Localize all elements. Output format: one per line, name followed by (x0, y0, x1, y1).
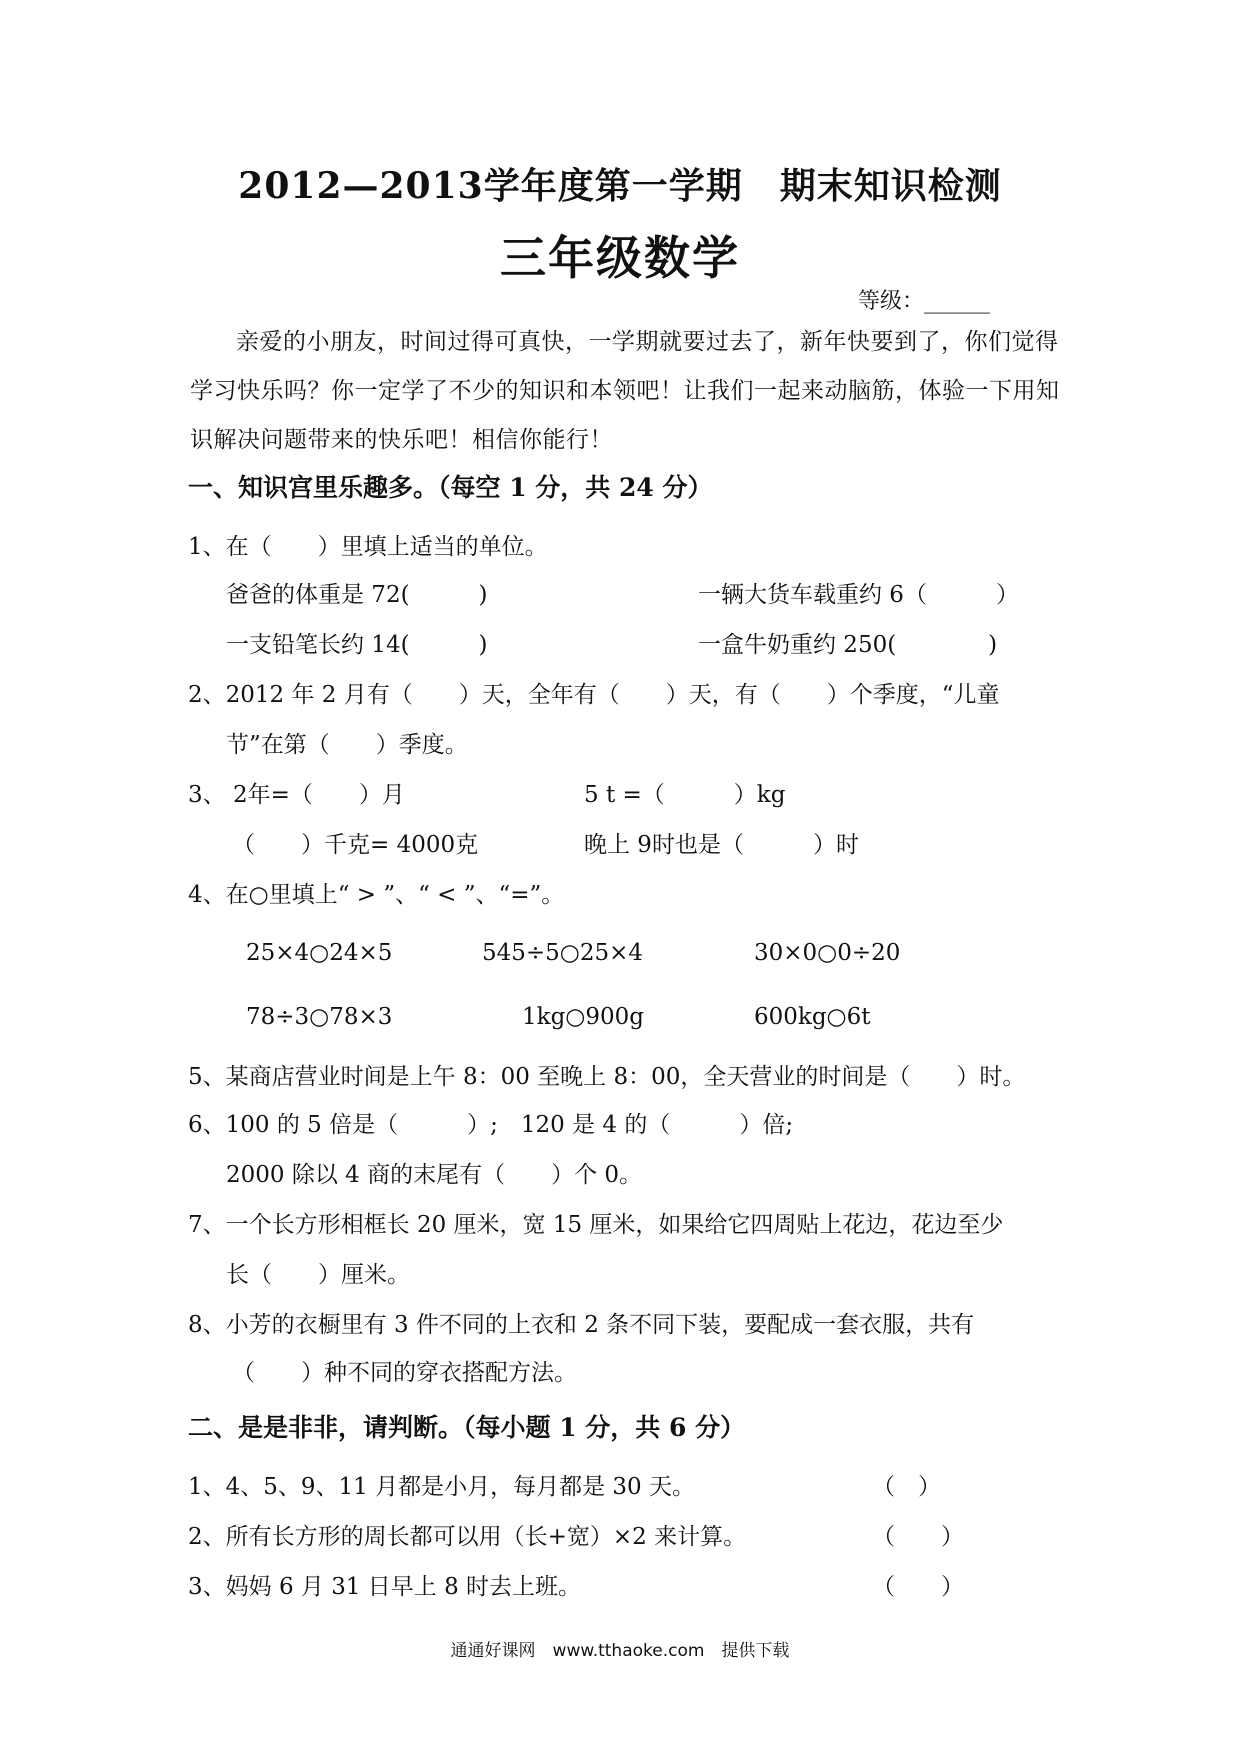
q3-item-c: （ ）千克= 4000克 (232, 832, 479, 858)
grade-field: 等级：______ (858, 289, 991, 314)
q4-item: 545÷5○25×4 (482, 940, 644, 966)
q1-item-c: 一支铅笔长约 14( ) (226, 632, 488, 658)
page-footer: 通通好课网 www.tthaoke.com 提供下载 (450, 1641, 790, 1661)
judge-item-text: 3、妈妈 6 月 31 日早上 8 时去上班。 (188, 1574, 582, 1600)
q5-text: 5、某商店营业时间是上午 8：00 至晚上 8：00，全天营业的时间是（ ）时。 (188, 1064, 1026, 1090)
judge-item-blank: （ ） (872, 1474, 941, 1500)
q6-line1: 6、100 的 5 倍是（ ）; 120 是 4 的（ ）倍; (188, 1112, 794, 1138)
q6-line2: 2000 除以 4 商的末尾有（ ）个 0。 (226, 1162, 643, 1188)
q7-line2: 长（ ）厘米。 (226, 1262, 410, 1288)
q1-item-b: 一辆大货车载重约 6（ ） (698, 582, 1019, 608)
q1-item-d: 一盒牛奶重约 250( ) (698, 632, 998, 658)
exam-subtitle: 三年级数学 (500, 231, 740, 285)
q4-item: 30×0○0÷20 (754, 940, 901, 966)
q8-line2: （ ）种不同的穿衣搭配方法。 (232, 1360, 577, 1386)
q4-item: 1kg○900g (522, 1004, 644, 1030)
q4-stem: 4、在○里填上“ > ”、“ < ”、“=”。 (188, 882, 565, 908)
q8-line1: 8、小芳的衣橱里有 3 件不同的上衣和 2 条不同下装，要配成一套衣服，共有 (188, 1312, 975, 1338)
section1-heading: 一、知识宫里乐趣多。（每空 1 分，共 24 分） (188, 473, 713, 502)
judge-item-blank: （ ） (872, 1524, 964, 1550)
judge-item-text: 1、4、5、9、11 月都是小月，每月都是 30 天。 (188, 1474, 695, 1500)
q1-item-a: 爸爸的体重是 72( ) (226, 582, 488, 608)
q7-line1: 7、一个长方形相框长 20 厘米，宽 15 厘米，如果给它四周贴上花边，花边至少 (188, 1212, 1004, 1238)
intro-paragraph: 亲爱的小朋友，时间过得可真快，一学期就要过去了，新年快要到了，你们觉得学习快乐吗？你一定学了不少的知识和本领吧！让我们一起来动脑筋，体验一下用知识解决问题带来的快乐吧！相信你能行！ (190, 329, 1060, 453)
q2-line2: 节”在第（ ）季度。 (226, 732, 468, 758)
exam-title: 2012—2013学年度第一学期 期末知识检测 (238, 165, 1002, 207)
q4-item: 600kg○6t (754, 1004, 871, 1030)
q2-line1: 2、2012 年 2 月有（ ）天，全年有（ ）天，有（ ）个季度，“儿童 (188, 682, 1000, 708)
judge-item-text: 2、所有长方形的周长都可以用（长+宽）×2 来计算。 (188, 1524, 747, 1550)
q4-item: 25×4○24×5 (246, 940, 393, 966)
q4-item: 78÷3○78×3 (246, 1004, 393, 1030)
section2-heading: 二、是是非非，请判断。（每小题 1 分，共 6 分） (188, 1413, 746, 1442)
q1-stem: 1、在（ ）里填上适当的单位。 (188, 534, 548, 560)
q3-item-a: 3、 2年=（ ）月 (188, 782, 405, 808)
judge-item-blank: （ ） (872, 1574, 964, 1600)
q3-item-d: 晚上 9时也是（ ）时 (584, 832, 859, 858)
q3-item-b: 5 t =（ ）kg (584, 782, 786, 808)
